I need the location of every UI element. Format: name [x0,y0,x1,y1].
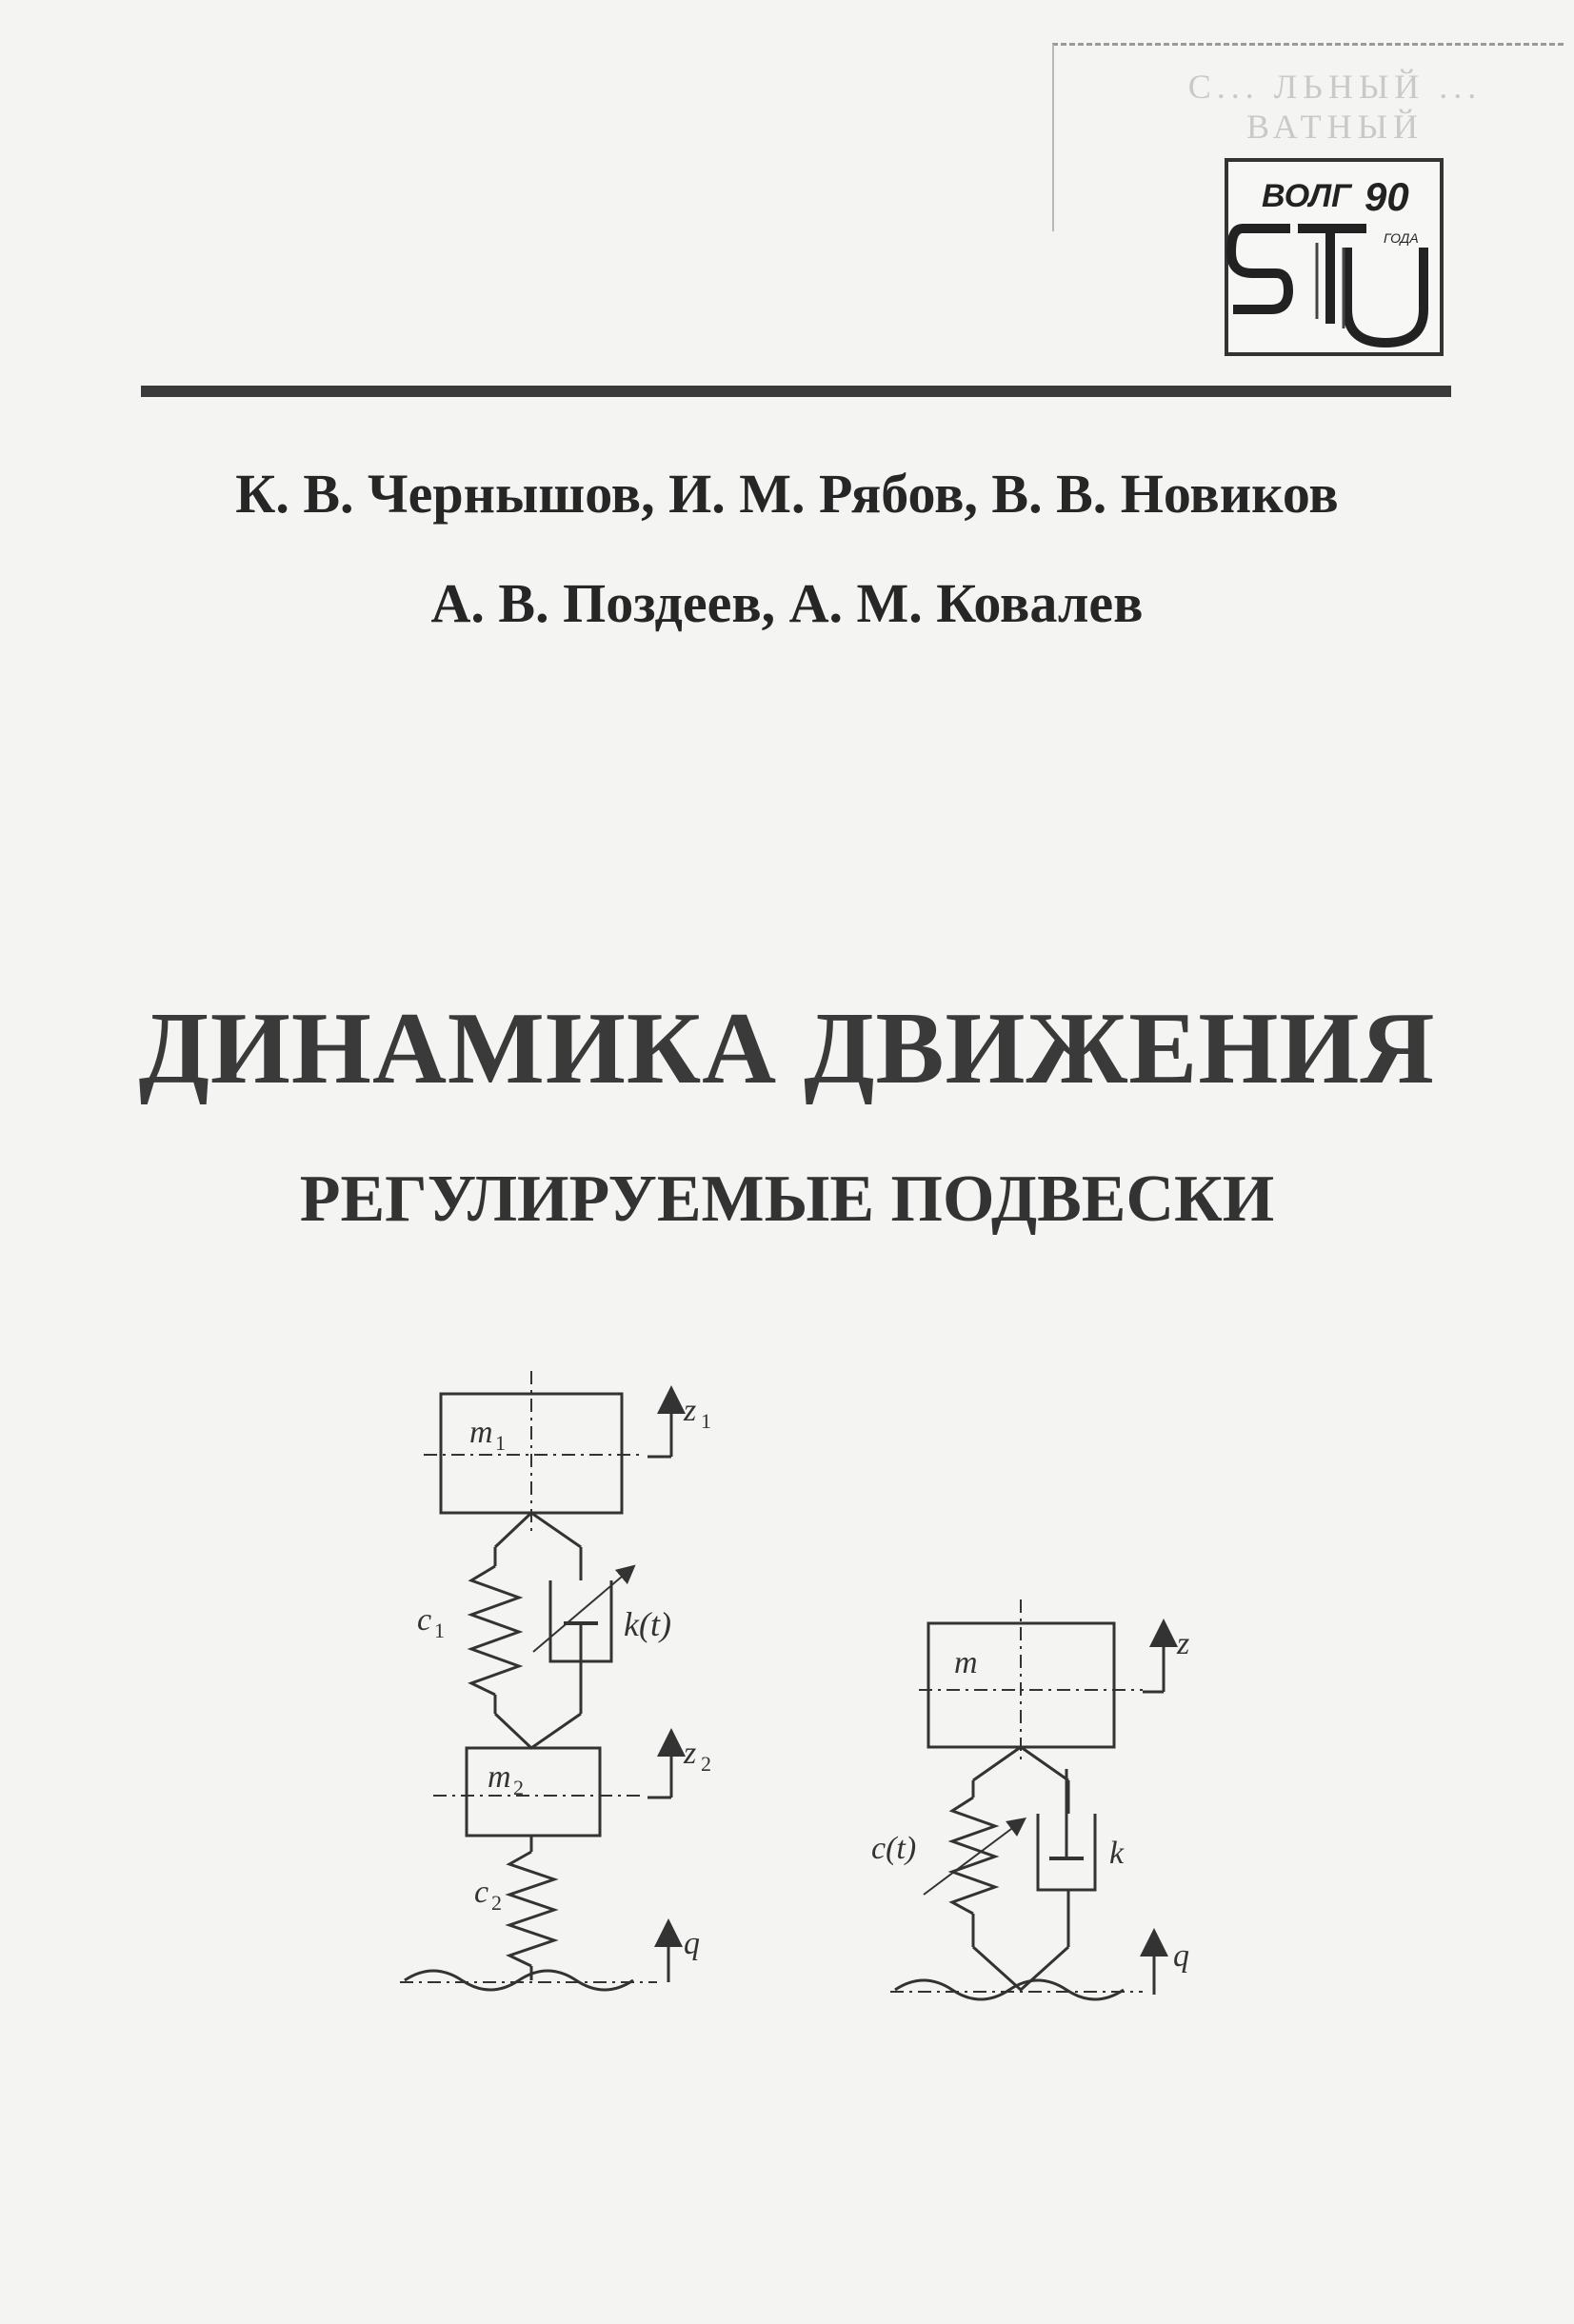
label-ct: c(t) [871,1831,917,1866]
authors-line-1: К. В. Чернышов, И. М. Рябов, В. В. Новиков [235,463,1339,525]
authors-line-2: А. В. Поздеев, А. М. Ковалев [430,572,1144,634]
label-m1: m [469,1415,493,1450]
logo-text-90: 90 [1365,174,1409,219]
stamp-text: С... ЛЬНЫЙ ... ВАТНЫЙ [1187,68,1483,146]
label-m: m [954,1645,978,1680]
label-q-right: q [1173,1938,1189,1974]
mass-m2-box [467,1748,600,1836]
road-profile-right [895,1980,1124,1999]
logo-text-small: ГОДА [1384,230,1419,246]
label-m2-sub: 2 [513,1776,524,1799]
label-c1: c [417,1602,432,1638]
label-z1-sub: 1 [701,1409,711,1433]
label-z: z [1177,1626,1190,1661]
label-z1: z [684,1393,697,1428]
one-mass-diagram [890,1599,1164,1999]
spring-c1 [471,1566,519,1695]
label-z2-sub: 2 [701,1752,711,1776]
book-title: ДИНАМИКА ДВИЖЕНИЯ [138,992,1436,1105]
label-q-left: q [684,1926,700,1961]
road-profile-left [405,1971,633,1990]
label-c1-sub: 1 [434,1619,445,1642]
label-m2: m [488,1759,511,1795]
label-c2: c [474,1875,489,1910]
logo-text-volg: ВОЛГ [1262,178,1351,214]
label-kt: k(t) [624,1605,671,1643]
label-m1-sub: 1 [495,1431,506,1455]
label-k: k [1109,1836,1125,1871]
two-mass-diagram [400,1371,671,1990]
book-subtitle: РЕГУЛИРУЕМЫЕ ПОДВЕСКИ [299,1162,1275,1236]
label-z2: z [684,1736,697,1771]
label-c2-sub: 2 [491,1891,502,1915]
spring-ct [952,1798,995,1914]
spring-c2 [509,1852,554,1966]
